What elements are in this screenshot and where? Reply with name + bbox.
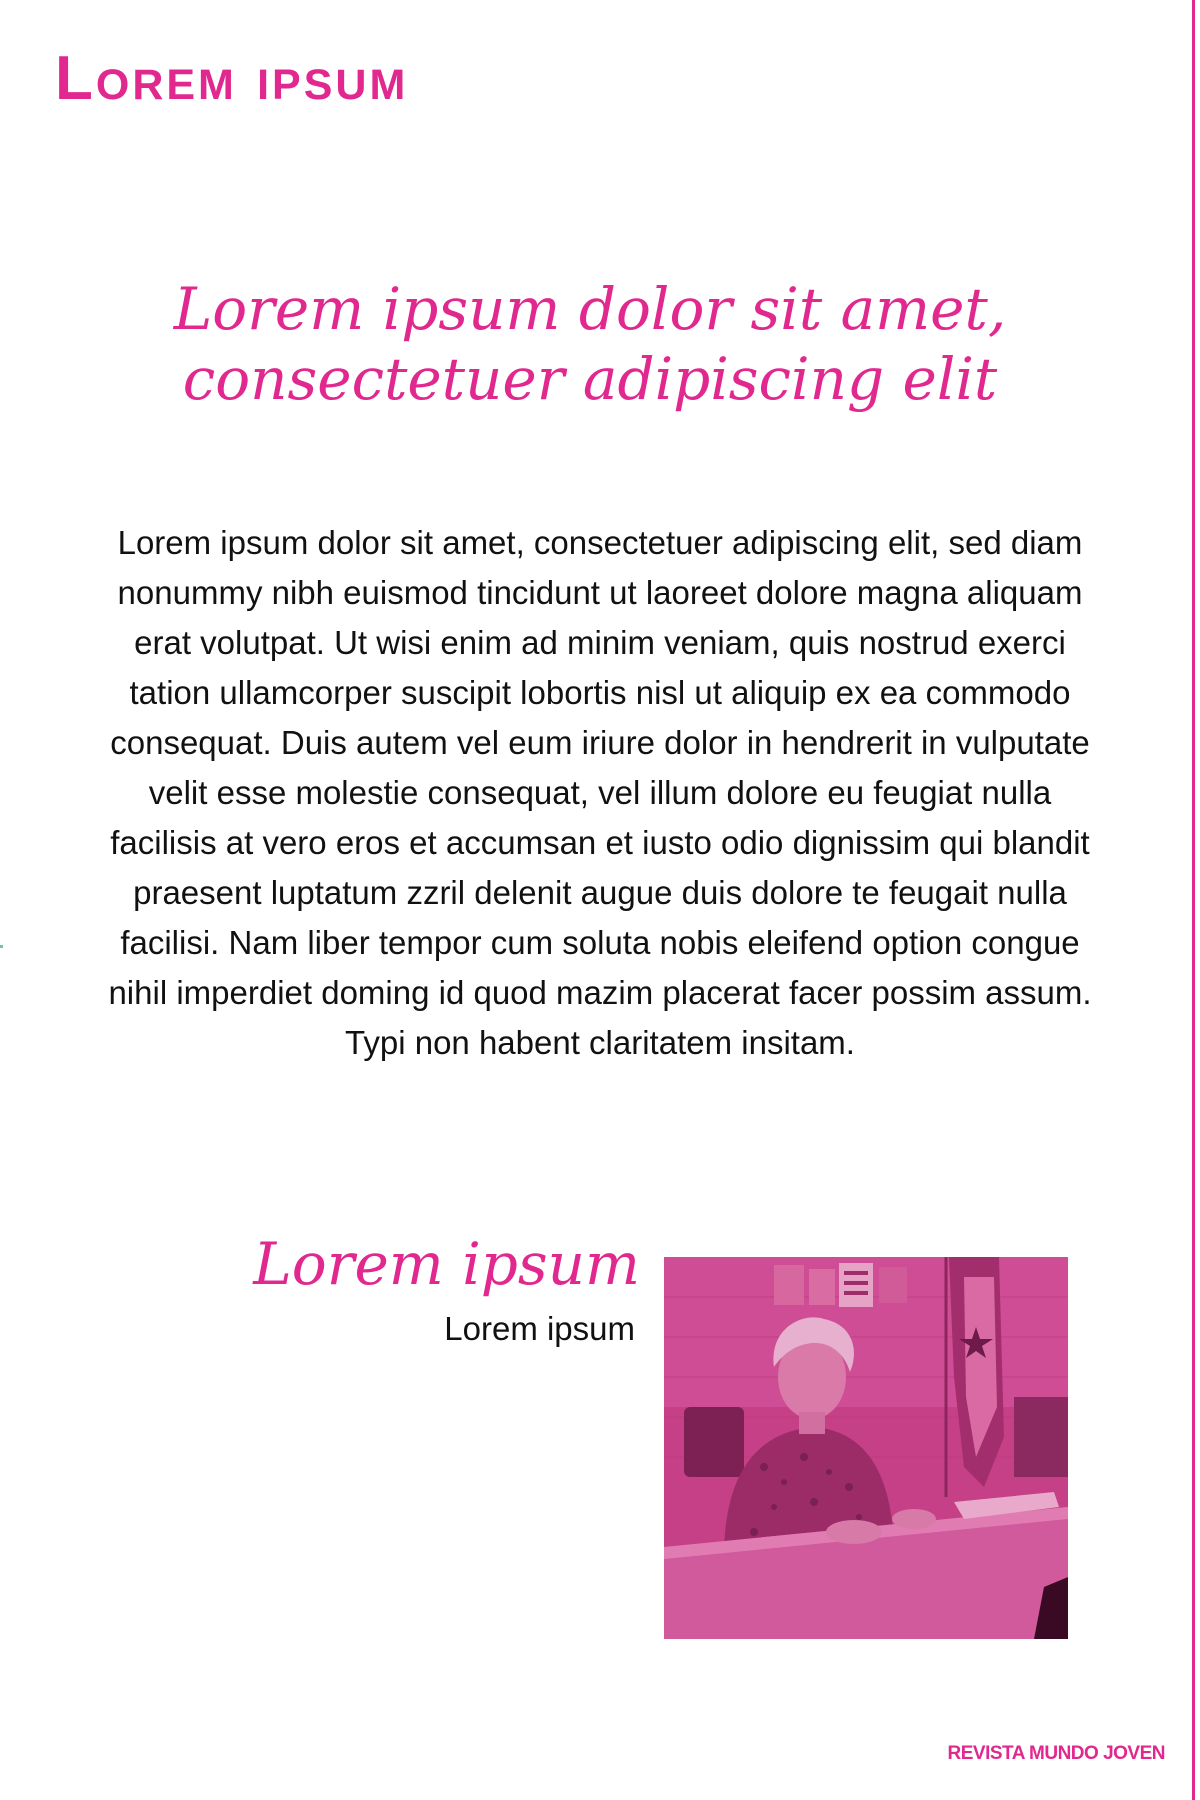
page-edge-rule (1192, 0, 1195, 1800)
left-margin-mark (0, 945, 3, 948)
magazine-brand: REVISTA MUNDO JOVEN (947, 1743, 1165, 1764)
section-title: Lorem ipsum (55, 44, 409, 113)
caption-subtitle: Lorem ipsum (444, 1310, 635, 1347)
article-headline: Lorem ipsum dolor sit amet, consectetuer adipiscing elit (173, 275, 1007, 413)
photo-illustration (664, 1257, 1068, 1639)
portrait-photo (664, 1257, 1068, 1639)
article-body: Lorem ipsum dolor sit amet, consectetuer adipiscing elit, sed diam nonummy nibh euismod tincidunt ut laoreet dolore magna aliquam erat volutpat. Ut wisi enim ad minim veniam, quis nostrud exerci tation ullamcorper suscipit lobortis nisl ut aliquip ex ea commodo consequat. Duis autem vel eum iriure dolor in hendrerit in vulputate velit esse molestie consequat, vel illum dolore eu feugiat nulla facilisis at vero eros et accumsan et iusto odio dignissim qui blandit praesent luptatum zzril delenit augue duis dolore te feugait nulla facilisi. Nam liber tempor cum soluta nobis eleifend option congue nihil imperdiet doming id quod mazim placerat facer possim assum. Typi non habent claritatem insitam. (108, 524, 1092, 1061)
caption-heading: Lorem ipsum (253, 1230, 640, 1298)
